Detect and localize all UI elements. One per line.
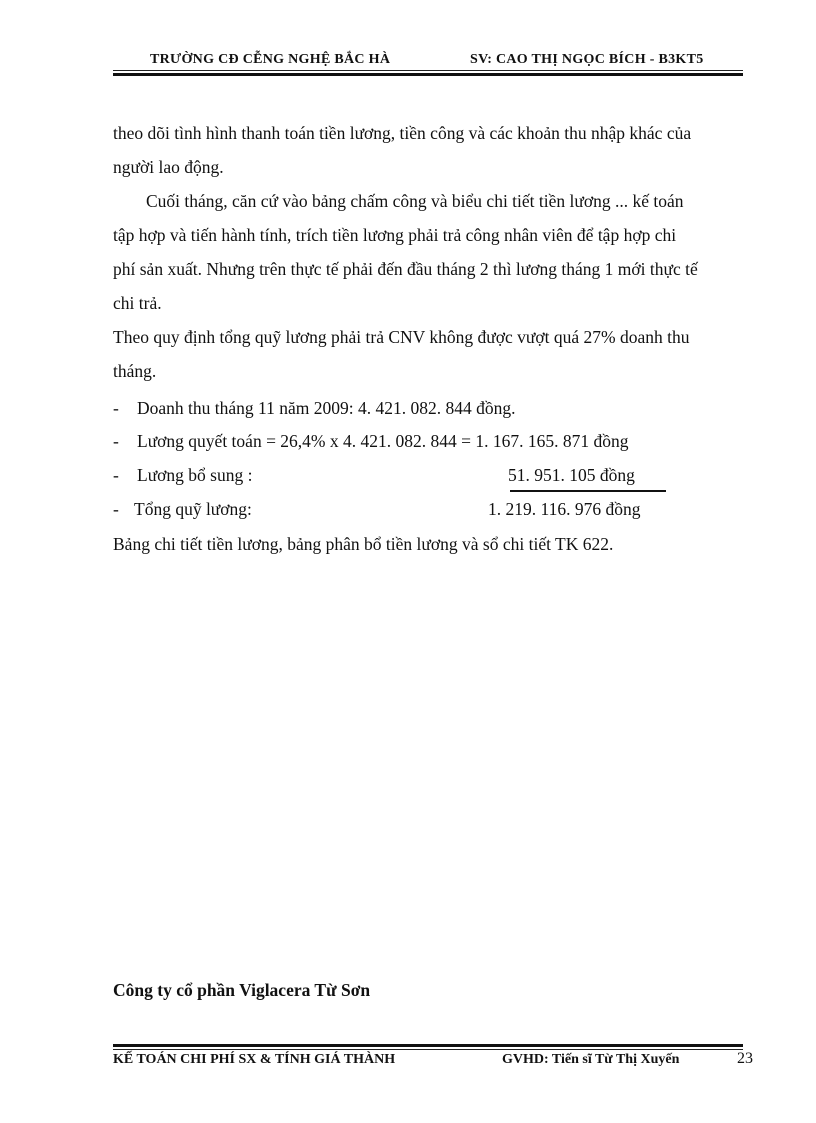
- item-settled-wage: Lương quyết toán = 26,4% x 4. 421. 082. 844 = 1. 167. 165. 871 đồng: [137, 431, 629, 451]
- header-school: TRƯỜNG CĐ CỄNG NGHỆ BẮC HÀ: [150, 52, 391, 67]
- footer-course: KẾ TOÁN CHI PHÍ SX & TÍNH GIÁ THÀNH: [113, 1052, 396, 1067]
- item-supplement-label: Lương bổ sung :: [137, 465, 253, 485]
- company-name: Công ty cổ phần Viglacera Từ Sơn: [113, 980, 371, 1000]
- item-total-amount: 1. 219. 116. 976 đồng: [488, 499, 641, 519]
- header-student: SV: CAO THỊ NGỌC BÍCH - B3KT5: [470, 52, 704, 67]
- paragraph-2-line-1: Cuối tháng, căn cứ vào bảng chấm công và biểu chi tiết tiền lương ... kế toán: [146, 191, 684, 211]
- item-supplement-amount: 51. 951. 105 đồng: [508, 465, 635, 485]
- header-rule-thick: [113, 73, 743, 76]
- footer-supervisor: GVHD: Tiến sĩ Từ Thị Xuyến: [502, 1052, 680, 1067]
- item-4-dash: -: [113, 499, 119, 519]
- paragraph-2-line-3: phí sản xuất. Nhưng trên thực tế phải đến đầu tháng 2 thì lương tháng 1 mới thực tế: [113, 259, 698, 279]
- footer-rule-thick: [113, 1044, 743, 1047]
- footer-rule-thin: [113, 1049, 743, 1050]
- item-3-dash: -: [113, 465, 119, 485]
- item-1-dash: -: [113, 398, 119, 418]
- item-2-dash: -: [113, 431, 119, 451]
- page-number: 23: [737, 1050, 753, 1067]
- paragraph-3-line-2: tháng.: [113, 361, 157, 381]
- header-rule-thin: [113, 70, 743, 71]
- paragraph-2-line-4: chi trả.: [113, 293, 162, 313]
- paragraph-2-line-2: tập hợp và tiến hành tính, trích tiền lương phải trả công nhân viên để tập hợp chi: [113, 225, 677, 245]
- paragraph-3-line-1: Theo quy định tổng quỹ lương phải trả CNV không được vượt quá 27% doanh thu: [113, 327, 690, 347]
- closing-paragraph: Bảng chi tiết tiền lương, bảng phân bổ tiền lương và sổ chi tiết TK 622.: [113, 534, 614, 554]
- item-total-label: Tổng quỹ lương:: [134, 499, 252, 519]
- item-revenue: Doanh thu tháng 11 năm 2009: 4. 421. 082. 844 đồng.: [137, 398, 516, 418]
- paragraph-1-line-2: người lao động.: [113, 157, 224, 177]
- paragraph-1-line-1: theo dõi tình hình thanh toán tiền lương, tiền công và các khoản thu nhập khác của: [113, 123, 692, 143]
